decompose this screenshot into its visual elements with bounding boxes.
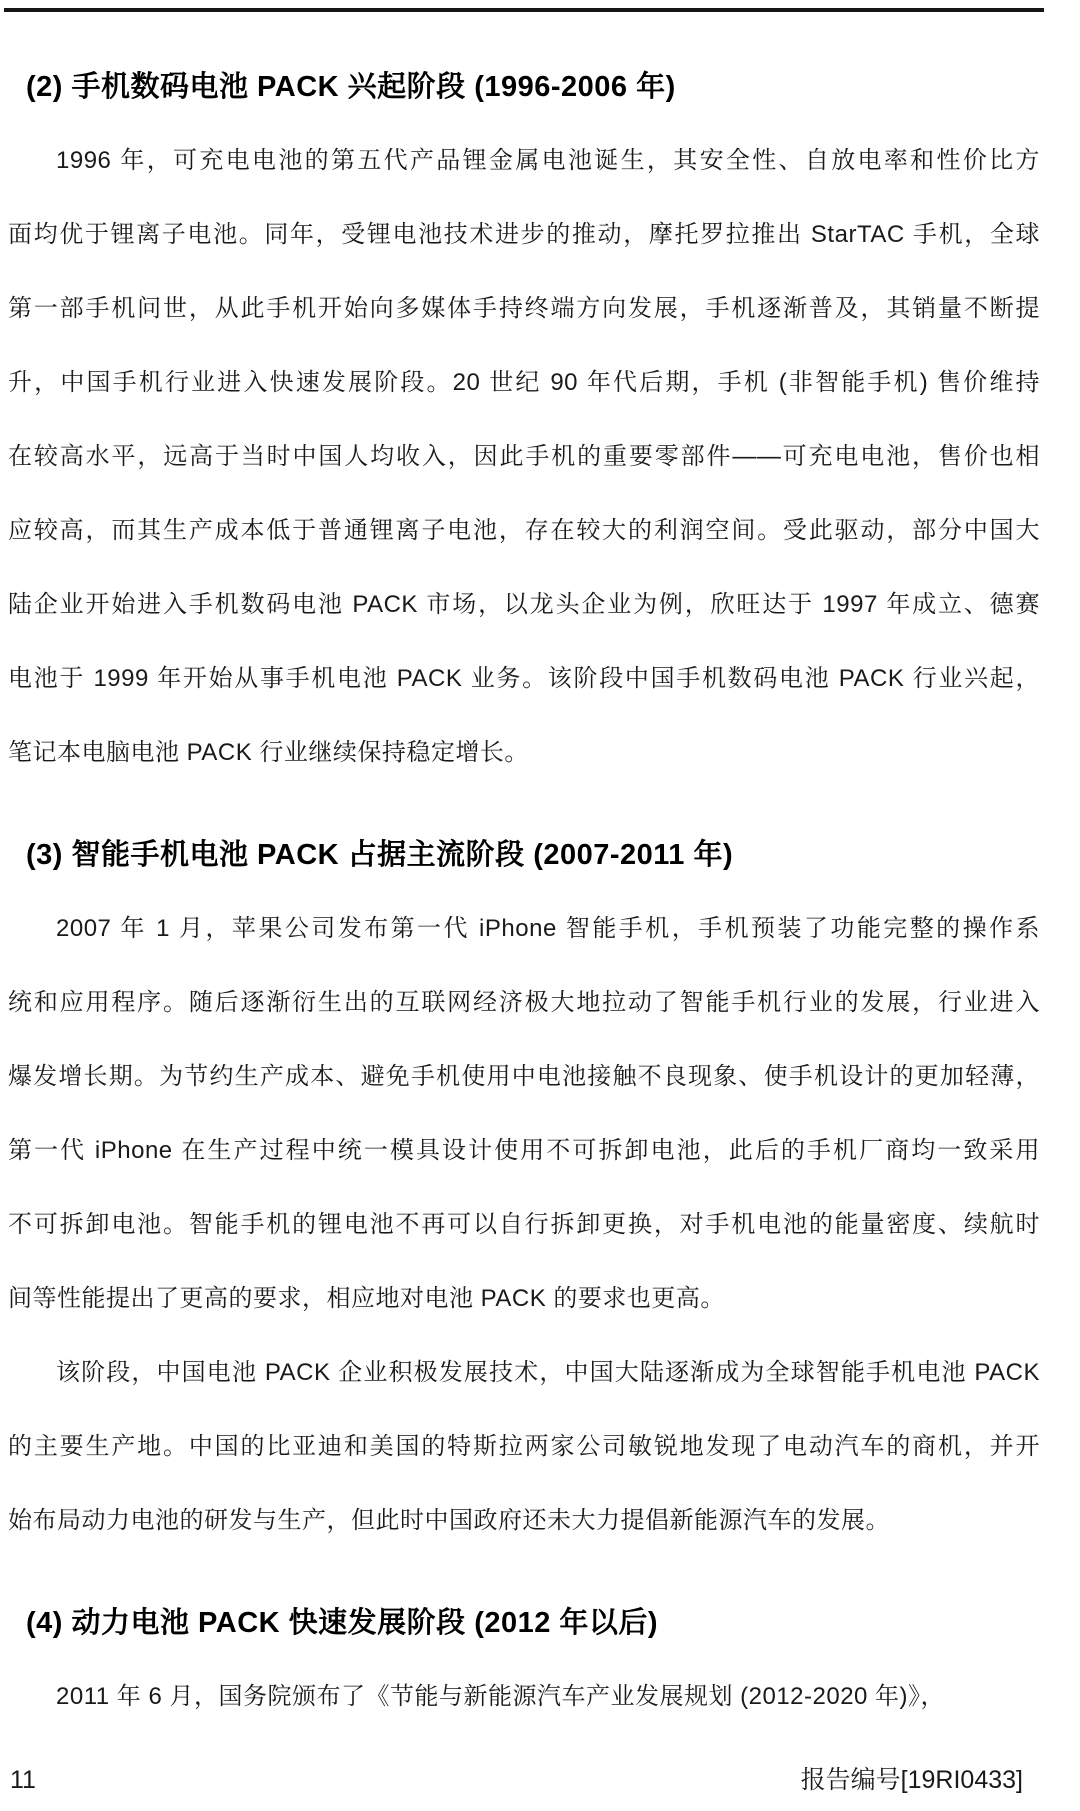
- paragraph-phase-3-b: [8, 1336, 1040, 1558]
- text-line: 始布局动力电池的研发与生产，但此时中国政府还未大力提倡新能源汽车的发展。: [8, 1507, 890, 1534]
- page-top-border: [4, 8, 1044, 12]
- text-line: 第一部手机问世，从此手机开始向多媒体手持终端方向发展，手机逐渐普及，其销量不断提: [8, 295, 1040, 322]
- text-line: 不可拆卸电池。智能手机的锂电池不再可以自行拆卸更换，对手机电池的能量密度、续航时: [8, 1211, 1040, 1238]
- text-line: 爆发增长期。为节约生产成本、避免手机使用中电池接触不良现象、使手机设计的更加轻薄，: [8, 1063, 1040, 1090]
- text-line: 升，中国手机行业进入快速发展阶段。20 世纪 90 年代后期，手机 (非智能手机) 售价维持: [8, 369, 1040, 396]
- text-line: 的主要生产地。中国的比亚迪和美国的特斯拉两家公司敏锐地发现了电动汽车的商机，并开: [8, 1433, 1040, 1460]
- text-line: 1996 年，可充电电池的第五代产品锂金属电池诞生，其安全性、自放电率和性价比方: [56, 147, 1040, 174]
- text-line: 第一代 iPhone 在生产过程中统一模具设计使用不可拆卸电池，此后的手机厂商均一致采用: [8, 1137, 1040, 1164]
- text-line: 电池于 1999 年开始从事手机电池 PACK 业务。该阶段中国手机数码电池 PACK 行业兴起，: [8, 665, 1040, 692]
- page-content: [8, 50, 1040, 1734]
- page-number: 11: [10, 1766, 36, 1794]
- paragraph-phase-4: [8, 1660, 1040, 1734]
- text-line: 统和应用程序。随后逐渐衍生出的互联网经济极大地拉动了智能手机行业的发展，行业进入: [8, 989, 1040, 1016]
- heading-phase-2: (2) 手机数码电池 PACK 兴起阶段 (1996-2006 年): [26, 71, 676, 103]
- text-line: 2011 年 6 月，国务院颁布了《节能与新能源汽车产业发展规划 (2012-2020 年)》，: [56, 1683, 946, 1710]
- text-line: 该阶段，中国电池 PACK 企业积极发展技术，中国大陆逐渐成为全球智能手机电池 PACK: [56, 1359, 1040, 1386]
- text-line: 笔记本电脑电池 PACK 行业继续保持稳定增长。: [8, 739, 529, 766]
- text-line: 间等性能提出了更高的要求，相应地对电池 PACK 的要求也更高。: [8, 1285, 725, 1312]
- text-line: 应较高，而其生产成本低于普通锂离子电池，存在较大的利润空间。受此驱动，部分中国大: [8, 517, 1040, 544]
- text-line: 面均优于锂离子电池。同年，受锂电池技术进步的推动，摩托罗拉推出 StarTAC 手机，全球: [8, 221, 1040, 248]
- heading-phase-3: (3) 智能手机电池 PACK 占据主流阶段 (2007-2011 年): [26, 839, 734, 871]
- paragraph-phase-3-a: [8, 892, 1040, 1336]
- page-footer: [10, 1760, 1023, 1800]
- text-line: 陆企业开始进入手机数码电池 PACK 市场，以龙头企业为例，欣旺达于 1997 年成立、德赛: [8, 591, 1040, 618]
- paragraph-phase-2: [8, 124, 1040, 790]
- report-id: 报告编号[19RI0433]: [800, 1766, 1023, 1794]
- heading-phase-4: (4) 动力电池 PACK 快速发展阶段 (2012 年以后): [26, 1607, 659, 1639]
- text-line: 在较高水平，远高于当时中国人均收入，因此手机的重要零部件——可充电电池，售价也相: [8, 443, 1040, 470]
- text-line: 2007 年 1 月，苹果公司发布第一代 iPhone 智能手机，手机预装了功能完整的操作系: [56, 915, 1040, 942]
